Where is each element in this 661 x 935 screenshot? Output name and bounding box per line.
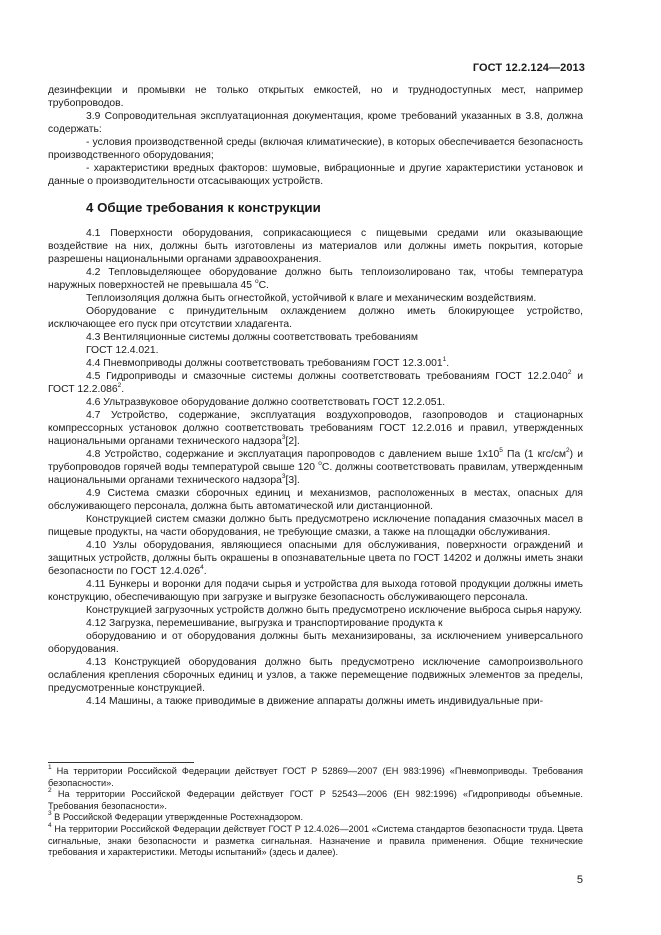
page-number: 5 [576,874,583,886]
clause-4-14: 4.14 Машины, а также приводимые в движение аппараты должны иметь индивидуальные при- [86,696,544,707]
footnote-text: На территории Российской Федерации действует ГОСТ Р 12.4.026—2001 «Система стандартов безопасности труда. Цвета сигнальные, знаки безопасности и разметка сигнальная. Назначение и правила применения. Общие технические требования и характеристики. Методы испытаний» (здесь и далее). [48,823,583,858]
exponent-2: 2 [566,447,570,454]
footnote-mark: 1 [48,764,52,771]
clause-4-2-cooling: Оборудование с принудительным охлаждением должно иметь блокирующее устройство, исключающее его пуск при отсутствии хладагента. [48,306,583,330]
clause-4-9: 4.9 Система смазки сборочных единиц и механизмов, расположенных в местах, опасных для обслуживающего персонала, должна быть автоматической или дистанционной. [48,488,583,512]
footnote-1 [48,766,583,789]
footnote-mark: 4 [48,821,52,829]
clause-4-7 [48,409,583,448]
exponent-5: 5 [499,447,503,454]
body-text [48,84,583,708]
clause-4-5 [48,370,583,396]
clause-4-5-and: и ГОСТ 12.2.086 [48,371,583,395]
footnote-text: В Российской Федерации утвержденные Ростехнадзором. [51,812,304,823]
list-item-harmful-factors: - характеристики вредных факторов: шумовые, вибрационные и другие характеристики установок и данные о производительности отсасывающих устройств. [48,163,583,187]
clause-4-2 [48,266,583,292]
footnote-mark: 2 [48,787,52,795]
footnote-text: На территории Российской Федерации действует ГОСТ Р 52543—2006 (ЕН 982:1996) «Гидроприводы объемные. Требования безопасности». [48,789,583,811]
clause-4-8-rules: должны соответствовать правилам, утвержденным национальными органами технического надзора [48,462,583,486]
footnote-divider [48,762,194,763]
clause-4-11-loading: Конструкцией загрузочных устройств должно быть предусмотрено исключение выброса сырья наружу. [86,605,582,616]
document-code-header: ГОСТ 12.2.124—2013 [472,62,585,74]
footnote-ref-3a: 3 [281,434,286,441]
footnote-ref-2b: 2 [117,382,122,389]
clause-4-2-text: 4.2 Тепловыделяющее оборудование должно быть теплоизолировано так, чтобы температура наружных поверхностей не превышала 45 [48,267,583,291]
clause-4-2-insulation: Теплоизоляция должна быть огнестойкой, устойчивой к влаге и механическим воздействиям. [86,293,537,304]
list-item-conditions: - условия производственной среды (включая климатические), в которых обеспечивается безопасность производственного оборудования; [48,137,583,161]
footnote-ref-1: 1 [442,356,447,363]
clause-4-1: 4.1 Поверхности оборудования, соприкасающиеся с пищевыми средами или оказывающие воздействие на них, должны быть изготовлены из материалов или должны иметь покрытия, которые разрешены национальными органами здравоохранения. [48,228,583,265]
clause-4-5-end: . [121,384,125,395]
footnote-2 [48,789,583,812]
clause-4-8-water: ) и трубопроводов горячей воды температурой свыше 120 [48,449,583,473]
footnotes [48,766,583,859]
clause-4-10-end: . [203,566,207,577]
clause-4-8-pressure: Па (1 кгс/см [502,449,567,460]
clause-4-11: 4.11 Бункеры и воронки для подачи сырья и устройства для выхода готовой продукции должны иметь конструкцию, обеспечивающую при загрузке и выгрузке безопасность обслуживающего персонала. [48,579,583,603]
clause-4-8 [48,448,583,487]
clause-4-4-text: 4.4 Пневмоприводы должны соответствовать требованиям ГОСТ 12.3.001 [86,358,443,369]
continuation-paragraph: дезинфекции и промывки не только открытых емкостей, но и труднодоступных мест, например трубопроводов. [48,85,583,109]
footnote-3 [48,812,583,824]
section-heading: 4 Общие требования к конструкции [86,200,321,215]
footnote-ref-3b: 3 [281,473,286,480]
clause-4-8-text: 4.8 Устройство, содержание и эксплуатация паропроводов с давлением выше 1х10 [86,449,500,460]
footnote-mark: 3 [48,810,52,818]
celsius-unit: С. [321,462,333,473]
clause-4-10 [48,539,583,578]
clause-4-4 [48,357,583,370]
celsius-unit: С. [258,280,269,291]
clause-4-4-end: . [446,358,450,369]
footnote-ref-4: 4 [200,564,204,571]
clause-4-10-text: 4.10 Узлы оборудования, являющиеся опасными для обслуживания, поверхности ограждений и защитных устройств, должны быть окрашены в опознавательные цвета по ГОСТ 14202 и должны иметь знаки безопасности по ГОСТ 12.4.026 [48,540,583,577]
clause-4-13: 4.13 Конструкцией оборудования должно быть предусмотрено исключение самопроизвольного ослабления крепления сборочных единиц и узлов, а также перемещение подвижных элементов за пределы, предусмотренные конструкцией. [48,657,583,694]
clause-4-8-ref: [3]. [285,475,300,486]
clause-3-9: 3.9 Сопроводительная эксплуатационная документация, кроме требований указанных в 3.8, должна содержать: [48,111,583,135]
clause-4-7-ref: [2]. [285,436,300,447]
footnote-ref-2a: 2 [567,369,572,376]
footnote-text: На территории Российской Федерации действует ГОСТ Р 52869—2007 (ЕН 983:1996) «Пневмоприводы. Требования безопасности». [48,766,583,788]
clause-4-12-continued: оборудованию и от оборудования должны быть механизированы, за исключением универсального оборудования. [48,631,583,655]
clause-4-5-text: 4.5 Гидроприводы и смазочные системы должны соответствовать требованиям ГОСТ 12.2.040 [86,371,568,382]
clause-4-7-text: 4.7 Устройство, содержание, эксплуатация воздухопроводов, газопроводов и стационарных компрессорных установок должно соответствовать требованиям ГОСТ 12.2.016 и правил, утвержденных национальными органами технического надзора [48,410,583,447]
degree-mark: о [254,278,259,285]
clause-4-3-standard: ГОСТ 12.4.021. [86,345,159,356]
footnote-4 [48,821,583,859]
degree-mark: о [318,460,322,467]
clause-4-12: 4.12 Загрузка, перемешивание, выгрузка и транспортирование продукта к [86,618,443,629]
clause-4-6: 4.6 Ультразвуковое оборудование должно соответствовать ГОСТ 12.2.051. [86,397,446,408]
clause-4-3: 4.3 Вентиляционные системы должны соответствовать требованиям [86,332,418,343]
clause-4-9-lubrication: Конструкцией систем смазки должно быть предусмотрено исключение попадания смазочных масел в пищевые продукты, на части оборудования, не требующие смазки, а также на площадки обслуживания. [48,514,583,538]
